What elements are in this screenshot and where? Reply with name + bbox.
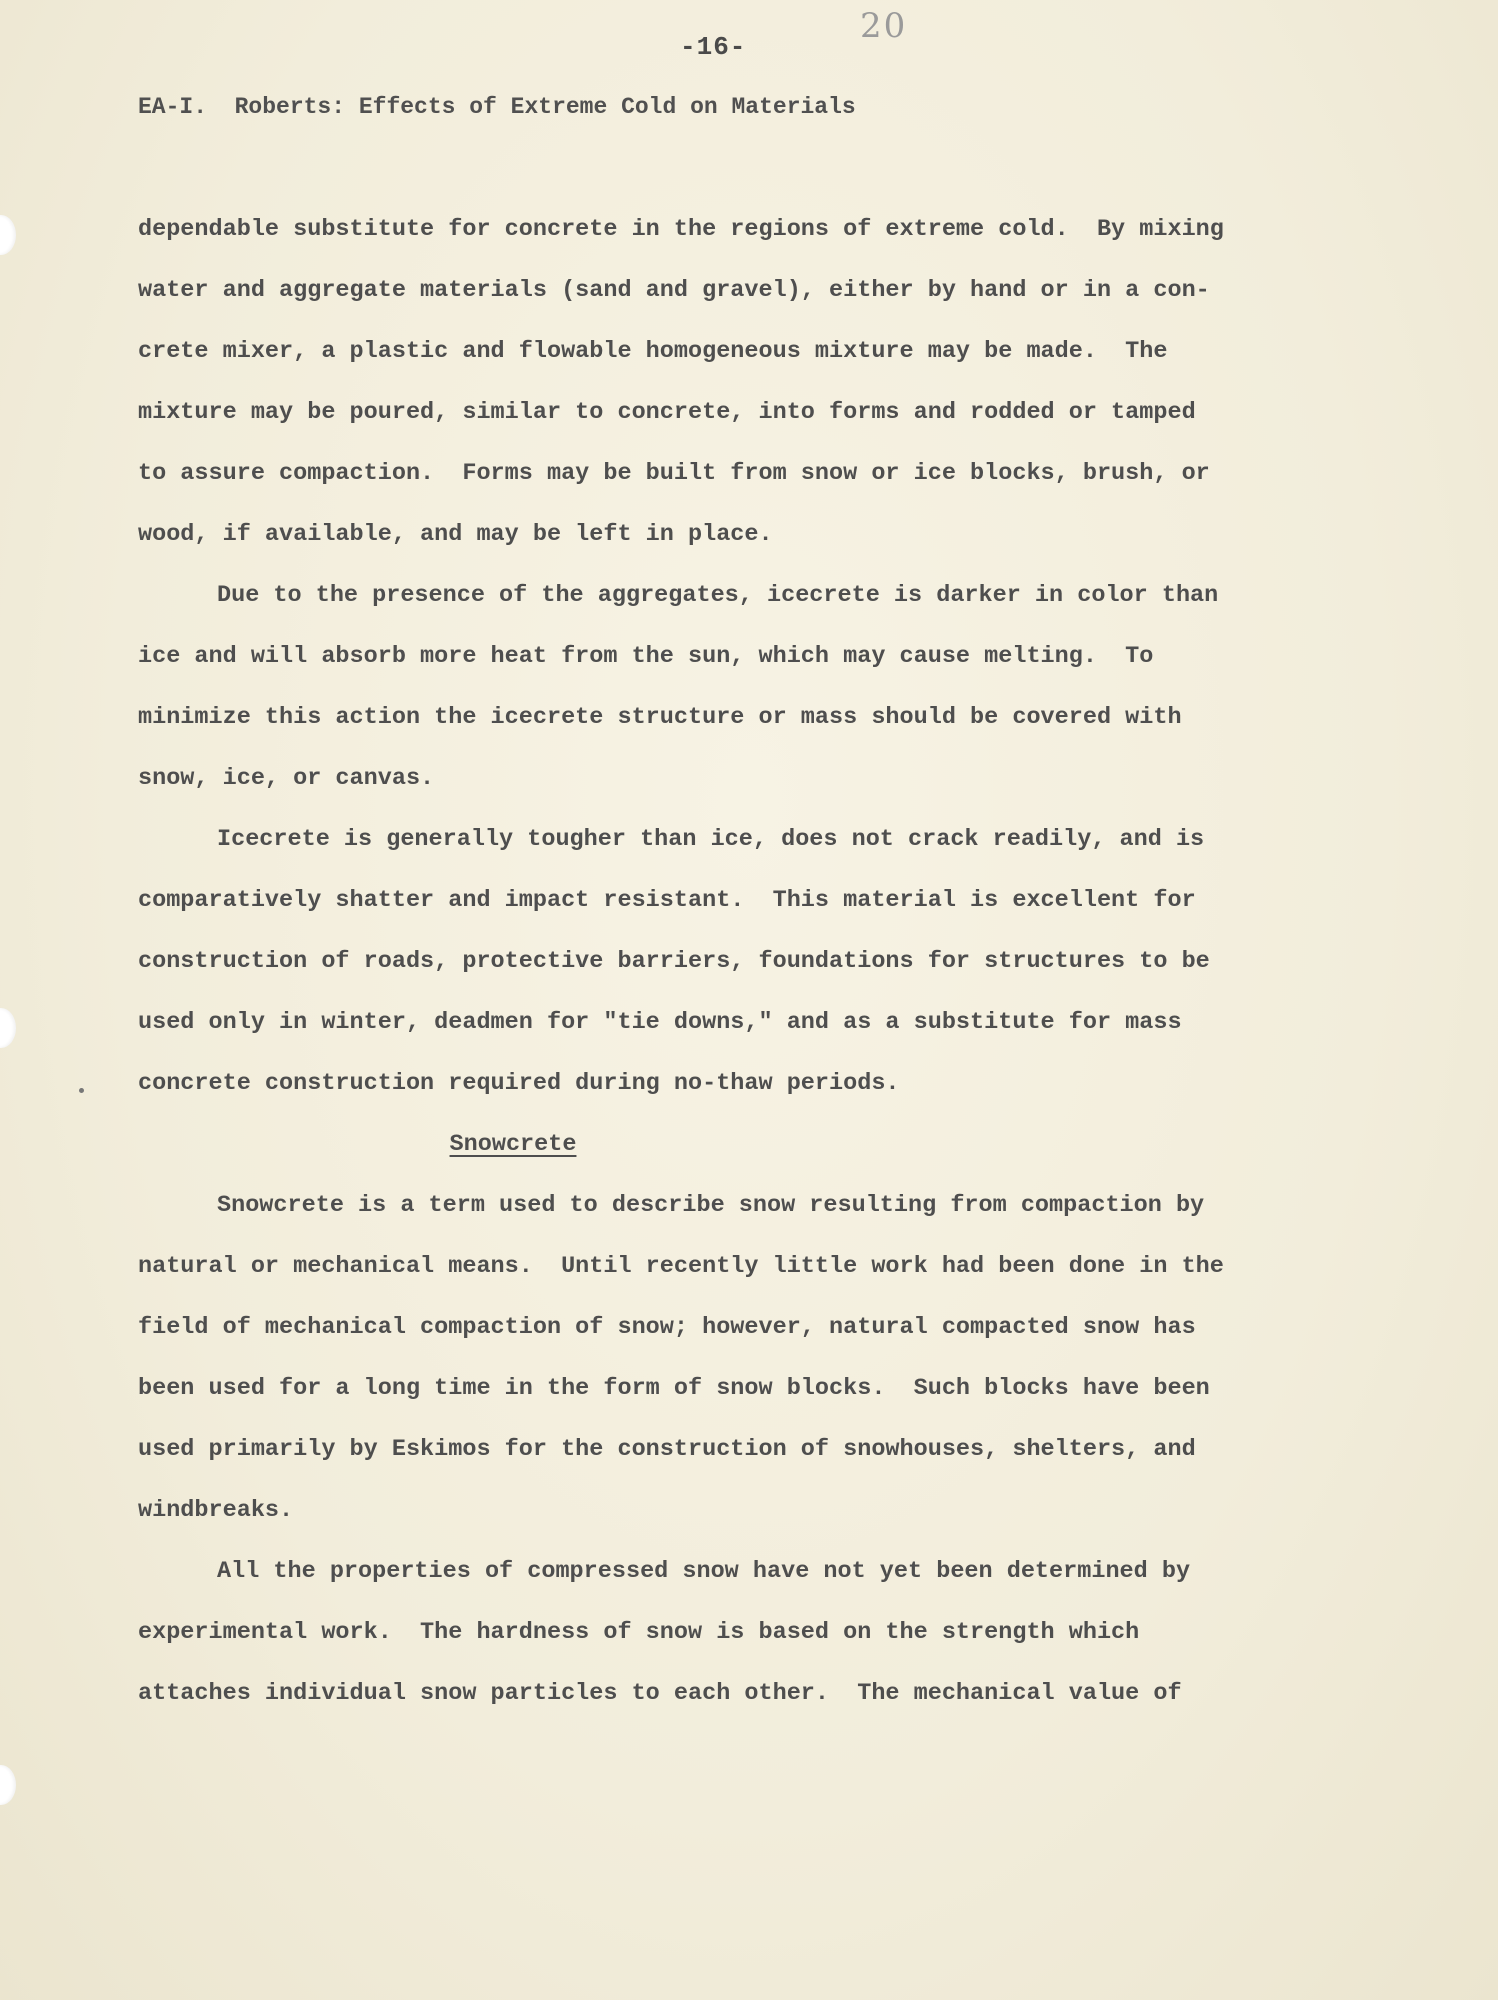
text-line: wood, if available, and may be left in place.	[138, 521, 773, 548]
text-line: used primarily by Eskimos for the construction of snowhouses, shelters, and	[138, 1436, 1196, 1463]
paragraph-first-line: All the properties of compressed snow have not yet been determined by	[217, 1558, 1191, 1585]
text-line: windbreaks.	[138, 1497, 294, 1524]
paragraph-first-line: Icecrete is generally tougher than ice, does not crack readily, and is	[217, 826, 1205, 853]
text-line: water and aggregate materials (sand and gravel), either by hand or in a con-	[138, 277, 1210, 304]
paragraph-first-line: Due to the presence of the aggregates, icecrete is darker in color than	[217, 582, 1219, 609]
text-line: ice and will absorb more heat from the sun, which may cause melting. To	[138, 643, 1154, 670]
punch-hole	[0, 1008, 16, 1048]
section-heading-line	[138, 1123, 1318, 1184]
text-line: comparatively shatter and impact resistant. This material is excellent for	[138, 887, 1196, 914]
text-line: used only in winter, deadmen for "tie downs," and as a substitute for mass	[138, 1009, 1182, 1036]
paragraph-first-line: Snowcrete is a term used to describe snow resulting from compaction by	[217, 1192, 1205, 1219]
text-line: crete mixer, a plastic and flowable homogeneous mixture may be made. The	[138, 338, 1168, 365]
archive-page-number: 20	[860, 6, 908, 46]
text-line: construction of roads, protective barriers, foundations for structures to be	[138, 948, 1210, 975]
text-line: minimize this action the icecrete structure or mass should be covered with	[138, 704, 1182, 731]
running-head: EA-I. Roberts: Effects of Extreme Cold on Materials	[138, 94, 856, 120]
text-line: concrete construction required during no-thaw periods.	[138, 1070, 900, 1097]
text-line: dependable substitute for concrete in the regions of extreme cold. By mixing	[138, 216, 1224, 243]
text-line: been used for a long time in the form of snow blocks. Such blocks have been	[138, 1375, 1210, 1402]
ink-speck	[79, 1088, 84, 1093]
body-text	[138, 208, 1318, 1733]
text-line: natural or mechanical means. Until recently little work had been done in the	[138, 1253, 1224, 1280]
text-line: snow, ice, or canvas.	[138, 765, 435, 792]
text-line: to assure compaction. Forms may be built from snow or ice blocks, brush, or	[138, 460, 1210, 487]
section-heading: Snowcrete	[449, 1131, 577, 1158]
text-line: attaches individual snow particles to each other. The mechanical value of	[138, 1680, 1182, 1707]
punch-hole	[0, 1765, 16, 1805]
text-line: experimental work. The hardness of snow is based on the strength which	[138, 1619, 1140, 1646]
page-number: -16-	[680, 32, 747, 62]
text-line: field of mechanical compaction of snow; however, natural compacted snow has	[138, 1314, 1196, 1341]
text-line: mixture may be poured, similar to concrete, into forms and rodded or tamped	[138, 399, 1196, 426]
punch-hole	[0, 215, 16, 255]
